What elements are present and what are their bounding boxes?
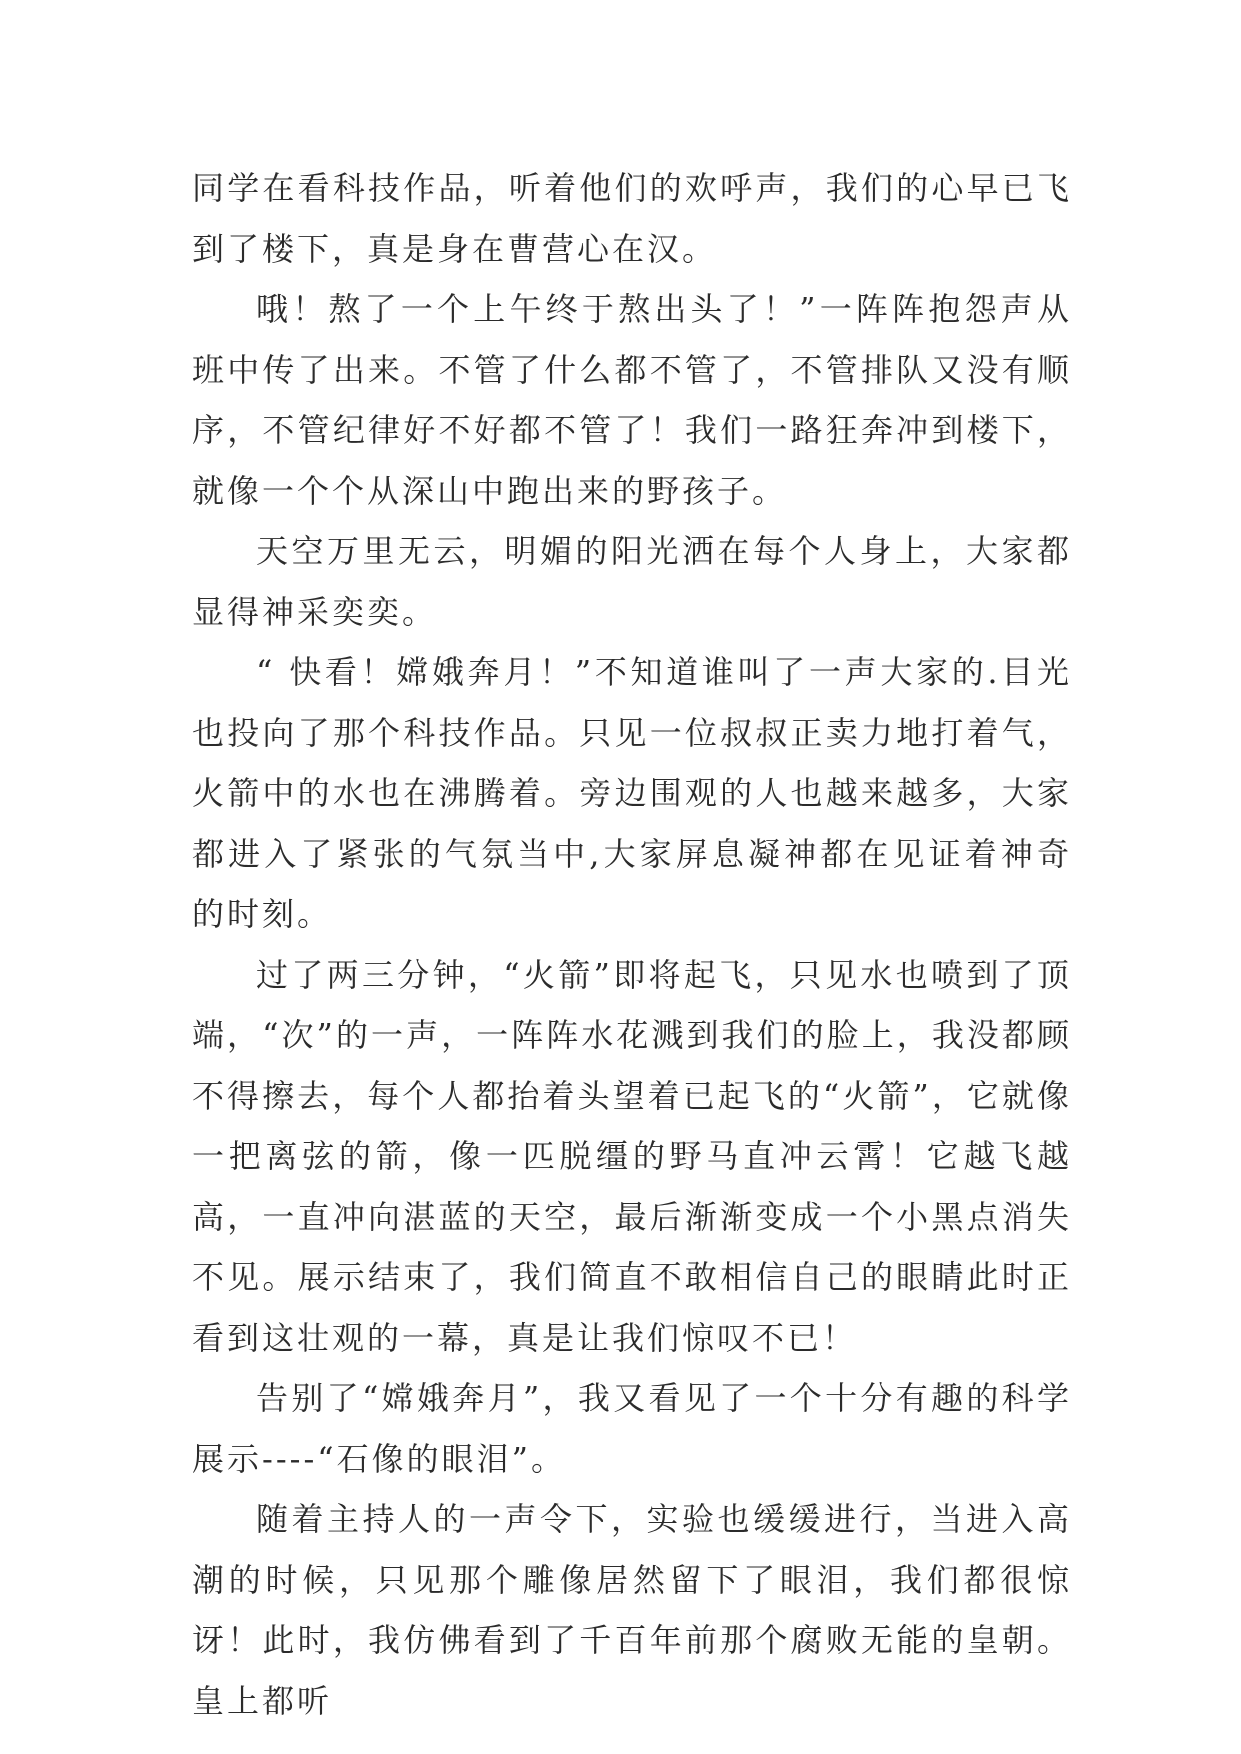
- document-body: [192, 158, 1072, 1731]
- paragraph-1: 同学在看科技作品，听着他们的欢呼声，我们的心早已飞到了楼下，真是身在曹营心在汉。: [192, 169, 1072, 268]
- paragraph-6: 告别了“嫦娥奔月”，我又看见了一个十分有趣的科学展示----“石像的眼泪”。: [192, 1379, 1072, 1478]
- paragraph-5: 过了两三分钟，“火箭”即将起飞，只见水也喷到了顶端，“次”的一声，一阵阵水花溅到我们的脸上，我没都顾不得擦去，每个人都抬着头望着已起飞的“火箭”，它就像一把离弦的箭，像一匹脱缰的野马直冲云霄！它越飞越高，一直冲向湛蓝的天空，最后渐渐变成一个小黑点消失不见。展示结束了，我们简直不敢相信自己的眼睛此时正看到这壮观的一幕，真是让我们惊叹不已！: [192, 955, 1072, 1357]
- paragraph-4: “ 快看！嫦娥奔月！”不知道谁叫了一声大家的.目光也投向了那个科技作品。只见一位叔叔正卖力地打着气，火箭中的水也在沸腾着。旁边围观的人也越来越多，大家都进入了紧张的气氛当中,大家屏息凝神都在见证着神奇的时刻。: [192, 653, 1072, 933]
- paragraph-7: 随着主持人的一声令下，实验也缓缓进行，当进入高潮的时候，只见那个雕像居然留下了眼泪，我们都很惊讶！此时，我仿佛看到了千百年前那个腐败无能的皇朝。皇上都听: [192, 1500, 1072, 1720]
- paragraph-3: 天空万里无云，明媚的阳光洒在每个人身上，大家都显得神采奕奕。: [192, 532, 1072, 631]
- paragraph-2: 哦！熬了一个上午终于熬出头了！”一阵阵抱怨声从班中传了出来。不管了什么都不管了，不管排队又没有顺序，不管纪律好不好都不管了！我们一路狂奔冲到楼下，就像一个个从深山中跑出来的野孩子。: [192, 290, 1072, 510]
